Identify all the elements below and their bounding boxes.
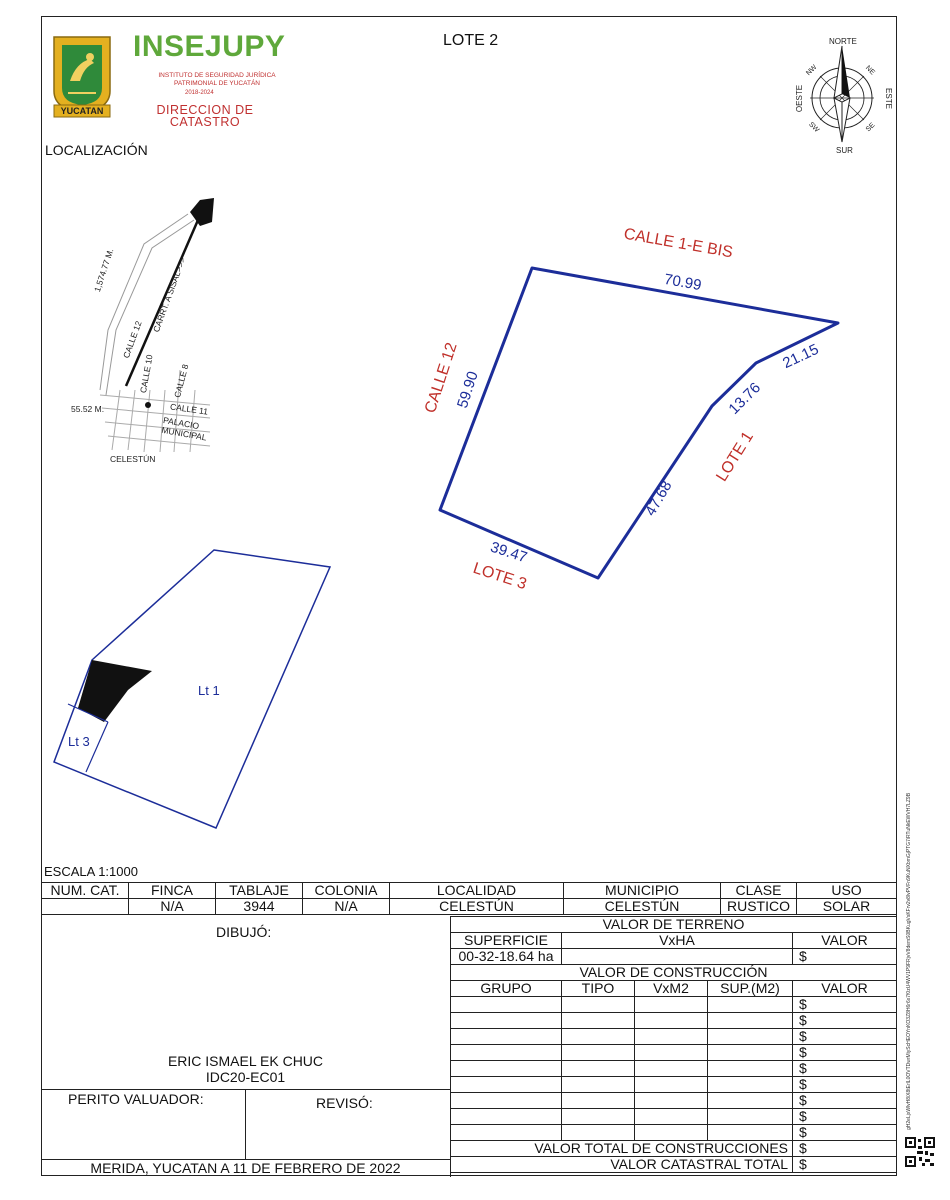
construction-valor: $ xyxy=(793,1125,897,1141)
construction-cell xyxy=(708,1013,793,1029)
construction-cell xyxy=(708,1061,793,1077)
value-uso: SOLAR xyxy=(797,899,897,915)
total-construcciones-label: VALOR TOTAL DE CONSTRUCCIONES xyxy=(451,1141,793,1157)
construction-cell xyxy=(635,1061,708,1077)
dibujo-label: DIBUJÓ: xyxy=(216,924,272,940)
dim-e2: 47.68 xyxy=(642,477,676,520)
verification-code: gH2eLjxWlvH8iX8tErlL0OVTDwrMiyScHEOYnKO3Z8H6r6x7f0zU4WV1P9FRjvV8demS0BKugVsKFrv2v8lvPVFn9KuNXbmGjPTG7iRTuNkEWVH7LZ9B xyxy=(906,792,912,1130)
construction-cell xyxy=(635,1125,708,1141)
construction-cell xyxy=(635,1013,708,1029)
logo-state-label: YUCATAN xyxy=(60,106,104,116)
construction-cell xyxy=(562,1077,635,1093)
valor-terreno-title: VALOR DE TERRENO xyxy=(451,917,897,933)
construction-row xyxy=(451,1093,897,1109)
value-localidad: CELESTÚN xyxy=(390,899,564,915)
value-vxha xyxy=(562,949,793,965)
dim-ne: 21.15 xyxy=(780,340,822,373)
compass-sw-label: SW xyxy=(807,121,821,134)
construction-row xyxy=(451,997,897,1013)
signature-divider xyxy=(245,1089,246,1159)
qr-code-icon xyxy=(905,1137,935,1167)
construction-valor: $ xyxy=(793,1013,897,1029)
construction-cell xyxy=(451,997,562,1013)
construction-cell xyxy=(635,1077,708,1093)
value-tablaje: 3944 xyxy=(216,899,303,915)
map-road-label: CARRT. A SISAL>>> xyxy=(151,255,188,334)
perito-label: PERITO VALUADOR: xyxy=(68,1091,204,1107)
construction-cell xyxy=(635,1109,708,1125)
dim-west: 59.90 xyxy=(454,369,482,411)
header-finca: FINCA xyxy=(129,883,216,899)
logo-subtitle: INSTITUTO DE SEGURIDAD JURÍDICA PATRIMONIAL DE YUCATÁN xyxy=(158,72,276,87)
total-construcciones-value: $ xyxy=(793,1141,897,1157)
header-uso: USO xyxy=(797,883,897,899)
construction-cell xyxy=(708,1109,793,1125)
header-tipo: TIPO xyxy=(562,981,635,997)
west-side-label: CALLE 12 xyxy=(422,340,461,416)
construction-cell xyxy=(562,1013,635,1029)
construction-cell xyxy=(451,1109,562,1125)
dim-south: 39.47 xyxy=(488,538,530,567)
construction-cell xyxy=(708,1093,793,1109)
construction-cell xyxy=(451,1029,562,1045)
construction-cell xyxy=(635,1045,708,1061)
construction-row xyxy=(451,1045,897,1061)
construction-cell xyxy=(708,1125,793,1141)
dim-e1: 13.76 xyxy=(725,379,765,418)
south-side-label: LOTE 3 xyxy=(470,559,529,594)
compass-south-label: SUR xyxy=(836,146,853,155)
construction-cell xyxy=(451,1093,562,1109)
construction-cell xyxy=(635,997,708,1013)
construction-cell xyxy=(562,1045,635,1061)
construction-cell xyxy=(451,1061,562,1077)
construction-row xyxy=(451,1125,897,1141)
scale-label: ESCALA 1:1000 xyxy=(44,864,138,879)
header-grupo: GRUPO xyxy=(451,981,562,997)
construction-cell xyxy=(451,1045,562,1061)
logo-title: INSEJUPY xyxy=(133,30,286,63)
construction-cell xyxy=(635,1029,708,1045)
construction-valor: $ xyxy=(793,997,897,1013)
header-num-cat: NUM. CAT. xyxy=(42,883,129,899)
compass-nw-label: NW xyxy=(805,63,819,78)
map-calle-10: CALLE 10 xyxy=(138,353,155,394)
footer-place-date: MERIDA, YUCATAN A 11 DE FEBRERO DE 2022 xyxy=(41,1159,451,1177)
header-valor-terreno: VALOR xyxy=(793,933,897,949)
construction-valor: $ xyxy=(793,1093,897,1109)
east-side-label: LOTE 1 xyxy=(713,428,757,485)
construction-row xyxy=(451,1013,897,1029)
reviso-label: REVISÓ: xyxy=(316,1095,373,1111)
compass-ne-label: NE xyxy=(863,64,876,77)
construction-row xyxy=(451,1029,897,1045)
north-side-label: CALLE 1-E BIS xyxy=(622,225,735,262)
construction-cell xyxy=(708,1077,793,1093)
parent-lt3-label: Lt 3 xyxy=(68,734,90,749)
construction-valor: $ xyxy=(793,1109,897,1125)
construction-cell xyxy=(708,1029,793,1045)
construction-row xyxy=(451,1109,897,1125)
construction-cell xyxy=(451,1077,562,1093)
value-clase: RUSTICO xyxy=(721,899,797,915)
construction-valor: $ xyxy=(793,1045,897,1061)
parent-lt1-label: Lt 1 xyxy=(198,683,220,698)
dibujo-id: IDC20-EC01 xyxy=(205,1069,286,1085)
construction-valor: $ xyxy=(793,1061,897,1077)
construction-cell xyxy=(562,1109,635,1125)
construction-cell xyxy=(562,997,635,1013)
construction-cell xyxy=(562,1093,635,1109)
construction-cell xyxy=(562,1125,635,1141)
construction-cell xyxy=(451,1125,562,1141)
construction-row xyxy=(451,1061,897,1077)
construction-row xyxy=(451,1077,897,1093)
header-clase: CLASE xyxy=(721,883,797,899)
value-municipio: CELESTÚN xyxy=(564,899,721,915)
compass-north-label: NORTE xyxy=(829,37,857,46)
header-tablaje: TABLAJE xyxy=(216,883,303,899)
header-sup-m2: SUP.(M2) xyxy=(708,981,793,997)
map-calle-11: CALLE 11 xyxy=(169,401,209,417)
compass-se-label: SE xyxy=(864,121,877,134)
construction-valor: $ xyxy=(793,1029,897,1045)
header-colonia: COLONIA xyxy=(303,883,390,899)
construction-cell xyxy=(708,997,793,1013)
map-distance-top: 1,574.77 M. xyxy=(92,247,116,294)
map-town: CELESTÚN xyxy=(110,454,156,464)
valor-catastral-value: $ xyxy=(793,1157,897,1173)
header-superficie: SUPERFICIE xyxy=(451,933,562,949)
construction-cell xyxy=(562,1029,635,1045)
lote-title: LOTE 2 xyxy=(443,32,499,49)
value-colonia: N/A xyxy=(303,899,390,915)
value-superficie: 00-32-18.64 ha xyxy=(451,949,562,965)
construction-cell xyxy=(562,1061,635,1077)
logo-department: DIRECCION DE CATASTRO xyxy=(156,103,254,129)
construction-cell xyxy=(708,1045,793,1061)
valuation-table xyxy=(450,916,897,1173)
header-valor-construccion: VALOR xyxy=(793,981,897,997)
header-vxm2: VxM2 xyxy=(635,981,708,997)
map-calle-12: CALLE 12 xyxy=(121,319,144,360)
header-vxha: VxHA xyxy=(562,933,793,949)
cadastral-info-table xyxy=(41,882,897,915)
construction-cell xyxy=(635,1093,708,1109)
logo-years: 2018-2024 xyxy=(185,90,214,96)
map-calle-8: CALLE 8 xyxy=(172,363,191,399)
dim-north: 70.99 xyxy=(662,270,703,295)
localizacion-title: LOCALIZACIÓN xyxy=(45,142,148,158)
value-finca: N/A xyxy=(129,899,216,915)
valor-construccion-title: VALOR DE CONSTRUCCIÓN xyxy=(451,965,897,981)
valor-catastral-label: VALOR CATASTRAL TOTAL xyxy=(451,1157,793,1173)
value-valor-terreno: $ xyxy=(793,949,897,965)
construction-valor: $ xyxy=(793,1077,897,1093)
header-localidad: LOCALIDAD xyxy=(390,883,564,899)
dibujo-name: ERIC ISMAEL EK CHUC xyxy=(167,1053,324,1069)
map-palacio: PALACIO MUNICIPAL xyxy=(160,414,208,443)
compass-west-label: OESTE xyxy=(795,84,805,113)
compass-east-label: ESTE xyxy=(883,88,893,109)
map-distance-left: 55.52 M. xyxy=(71,404,105,414)
header-municipio: MUNICIPIO xyxy=(564,883,721,899)
value-num-cat xyxy=(42,899,129,915)
construction-cell xyxy=(451,1013,562,1029)
